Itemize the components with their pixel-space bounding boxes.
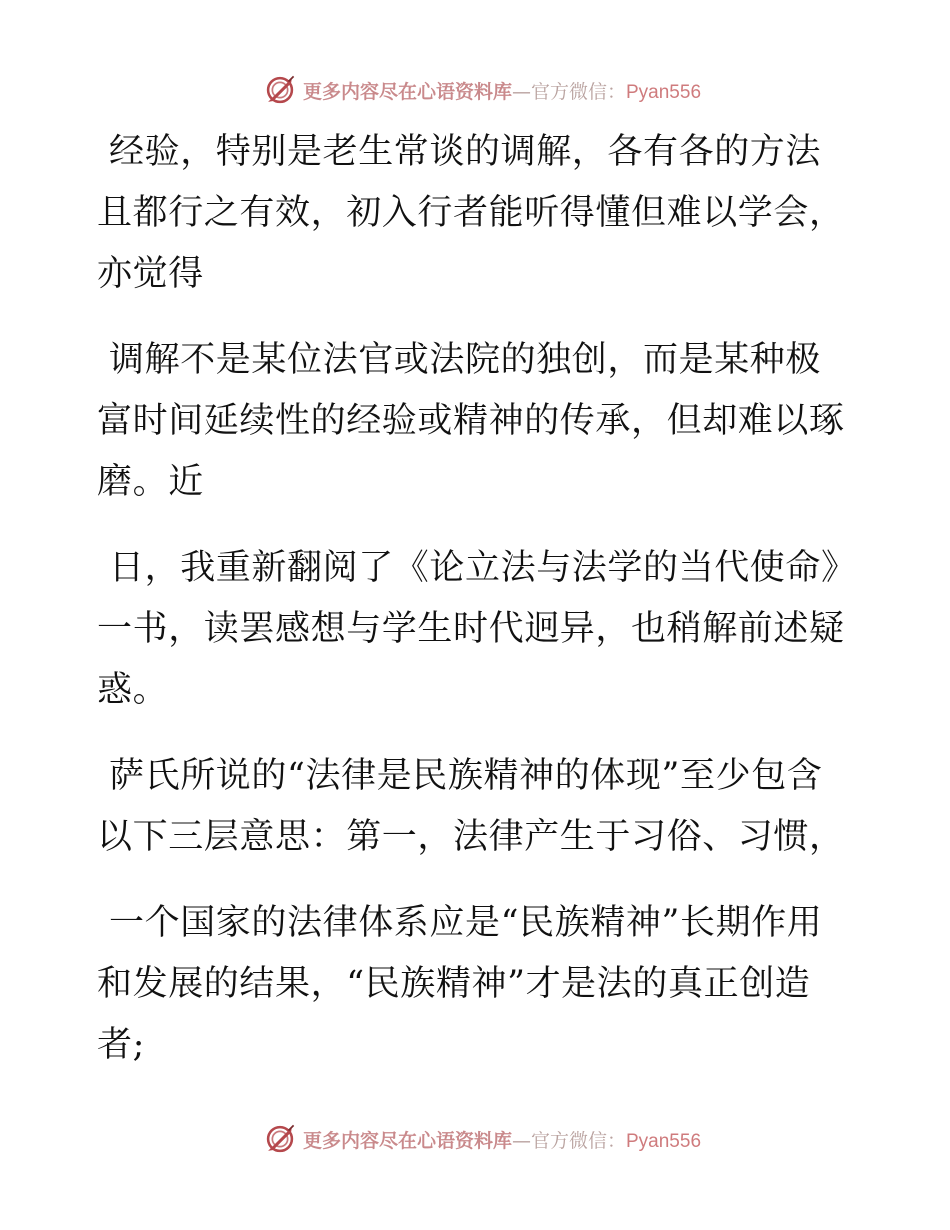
pen-logo-icon bbox=[263, 1122, 297, 1156]
paragraph: 一个国家的法律体系应是“民族精神”长期作用和发展的结果，“民族精神”才是法的真正创造者; bbox=[97, 903, 823, 1065]
document-body bbox=[97, 122, 847, 1101]
pen-logo-icon bbox=[263, 73, 297, 107]
official-label: 官方微信： bbox=[530, 1129, 626, 1152]
separator: — bbox=[511, 1129, 531, 1152]
banner-text bbox=[303, 77, 701, 104]
wechat-id: Pyan556 bbox=[626, 81, 702, 103]
paragraph: 萨氏所说的“法律是民族精神的体现”至少包含以下三层意思：第一，法律产生于习俗、习惯， bbox=[97, 756, 845, 857]
official-label: 官方微信： bbox=[530, 80, 626, 103]
header-banner bbox=[0, 70, 950, 110]
banner-content bbox=[263, 1122, 701, 1156]
footer-banner bbox=[0, 1119, 950, 1159]
brand-name: 更多内容尽在心语资料库 bbox=[302, 80, 512, 103]
paragraph: 调解不是某位法官或法院的独创，而是某种极富时间延续性的经验或精神的传承，但却难以琢磨。近 bbox=[97, 340, 845, 502]
separator: — bbox=[511, 80, 531, 103]
banner-content bbox=[263, 73, 701, 107]
banner-text bbox=[303, 1126, 701, 1153]
paragraph: 经验，特别是老生常谈的调解，各有各的方法且都行之有效，初入行者能听得懂但难以学会，亦觉得 bbox=[97, 132, 845, 294]
paragraph: 日，我重新翻阅了《论立法与法学的当代使命》一书，读罢感想与学生时代迥异，也稍解前述疑惑。 bbox=[97, 548, 845, 710]
brand-name: 更多内容尽在心语资料库 bbox=[302, 1129, 512, 1152]
wechat-id: Pyan556 bbox=[626, 1130, 702, 1152]
